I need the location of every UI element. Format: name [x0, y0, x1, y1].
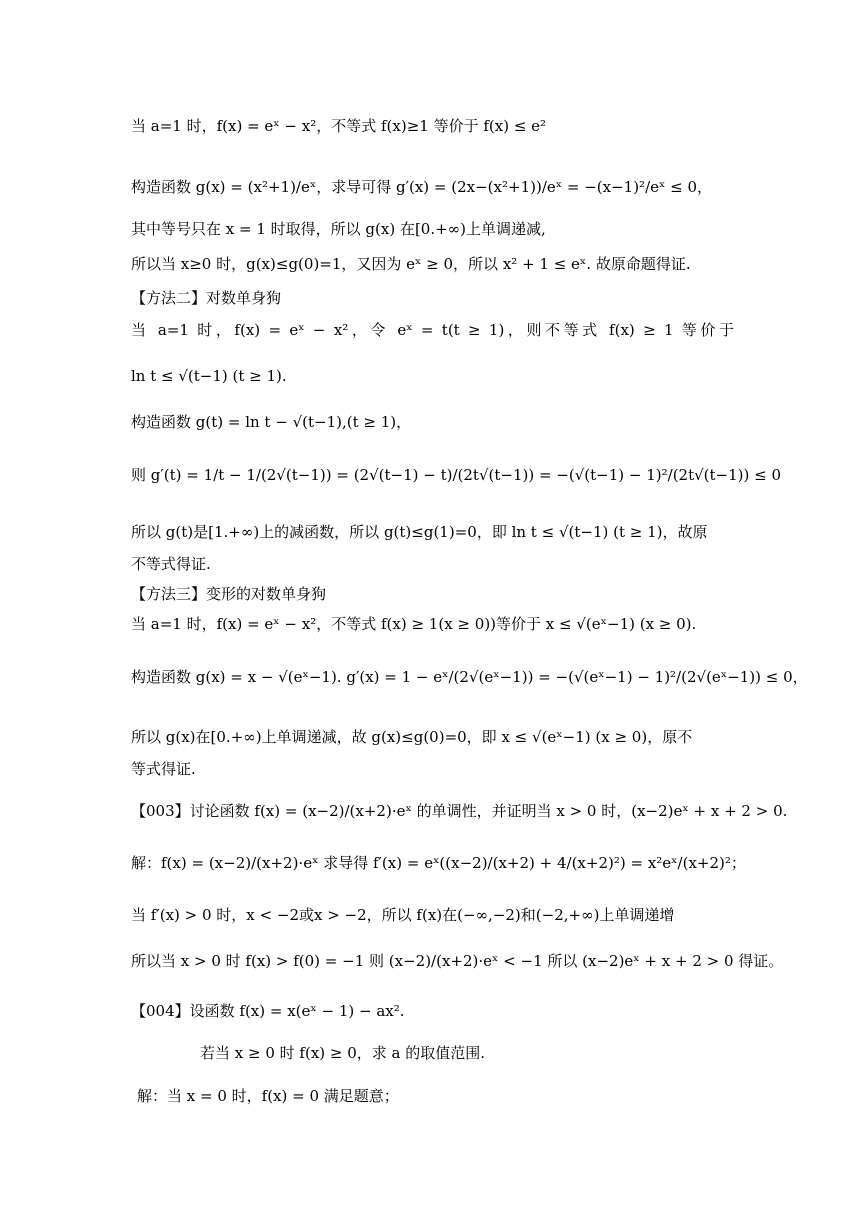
text-line: 其中等号只在 x = 1 时取得，所以 g(x) 在[0.+∞)上单调递减,: [131, 220, 546, 238]
text-line: 当 a=1 时，f(x) = eˣ − x²，令 eˣ = t(t ≥ 1)，则不等式 f(x) ≥ 1 等价于: [131, 321, 734, 339]
text-line: ln t ≤ √(t−1) (t ≥ 1).: [131, 367, 287, 385]
text-line: 解：当 x = 0 时，f(x) = 0 满足题意；: [137, 1087, 399, 1105]
text-line: 则 g′(t) = 1/t − 1/(2√(t−1)) = (2√(t−1) − t)/(2t√(t−1)) = −(√(t−1) − 1)²/(2t√(t−1)) ≤ 0: [131, 466, 782, 484]
problem-heading: 【004】设函数 f(x) = x(eˣ − 1) − ax².: [131, 1002, 405, 1020]
section-heading: 【方法二】对数单身狗: [131, 289, 282, 307]
text-line: 不等式得证.: [131, 555, 211, 573]
text-line: 所以 g(t)是[1.+∞)上的减函数，所以 g(t)≤g(1)=0，即 ln t ≤ √(t−1) (t ≥ 1)，故原: [131, 523, 708, 541]
text-line: 构造函数 g(x) = (x²+1)/eˣ，求导可得 g′(x) = (2x−(x²+1))/eˣ = −(x−1)²/eˣ ≤ 0，: [131, 178, 713, 196]
text-line: 等式得证.: [131, 760, 196, 778]
text-line: 构造函数 g(t) = ln t − √(t−1),(t ≥ 1)，: [131, 413, 412, 431]
text-line: 构造函数 g(x) = x − √(eˣ−1). g′(x) = 1 − eˣ/(2√(eˣ−1)) = −(√(eˣ−1) − 1)²/(2√(eˣ−1)) ≤ 0，: [131, 668, 808, 686]
text-line: 当 f′(x) > 0 时，x < −2或x > −2，所以 f(x)在(−∞,−2)和(−2,+∞)上单调递增: [131, 906, 675, 924]
text-line: 所以 g(x)在[0.+∞)上单调递减，故 g(x)≤g(0)=0，即 x ≤ √(eˣ−1) (x ≥ 0)，原不: [131, 728, 693, 746]
text-line: 若当 x ≥ 0 时 f(x) ≥ 0，求 a 的取值范围.: [200, 1044, 486, 1062]
text-line: 解：f(x) = (x−2)/(x+2)·eˣ 求导得 f′(x) = eˣ((x−2)/(x+2) + 4/(x+2)²) = x²eˣ/(x+2)²；: [131, 854, 746, 872]
text-line: 所以当 x > 0 时 f(x) > f(0) = −1 则 (x−2)/(x+2)·eˣ < −1 所以 (x−2)eˣ + x + 2 > 0 得证。: [131, 952, 784, 970]
text-line: 所以当 x≥0 时，g(x)≤g(0)=1，又因为 eˣ ≥ 0，所以 x² + 1 ≤ eˣ. 故原命题得证.: [131, 255, 691, 273]
problem-heading: 【003】讨论函数 f(x) = (x−2)/(x+2)·eˣ 的单调性，并证明当 x > 0 时，(x−2)eˣ + x + 2 > 0.: [131, 802, 788, 820]
text-line: 当 a=1 时，f(x) = eˣ − x²，不等式 f(x)≥1 等价于 f(x) ≤ e²: [131, 117, 547, 135]
section-heading: 【方法三】变形的对数单身狗: [131, 585, 327, 603]
text-line: 当 a=1 时，f(x) = eˣ − x²，不等式 f(x) ≥ 1(x ≥ 0))等价于 x ≤ √(eˣ−1) (x ≥ 0).: [131, 615, 697, 633]
